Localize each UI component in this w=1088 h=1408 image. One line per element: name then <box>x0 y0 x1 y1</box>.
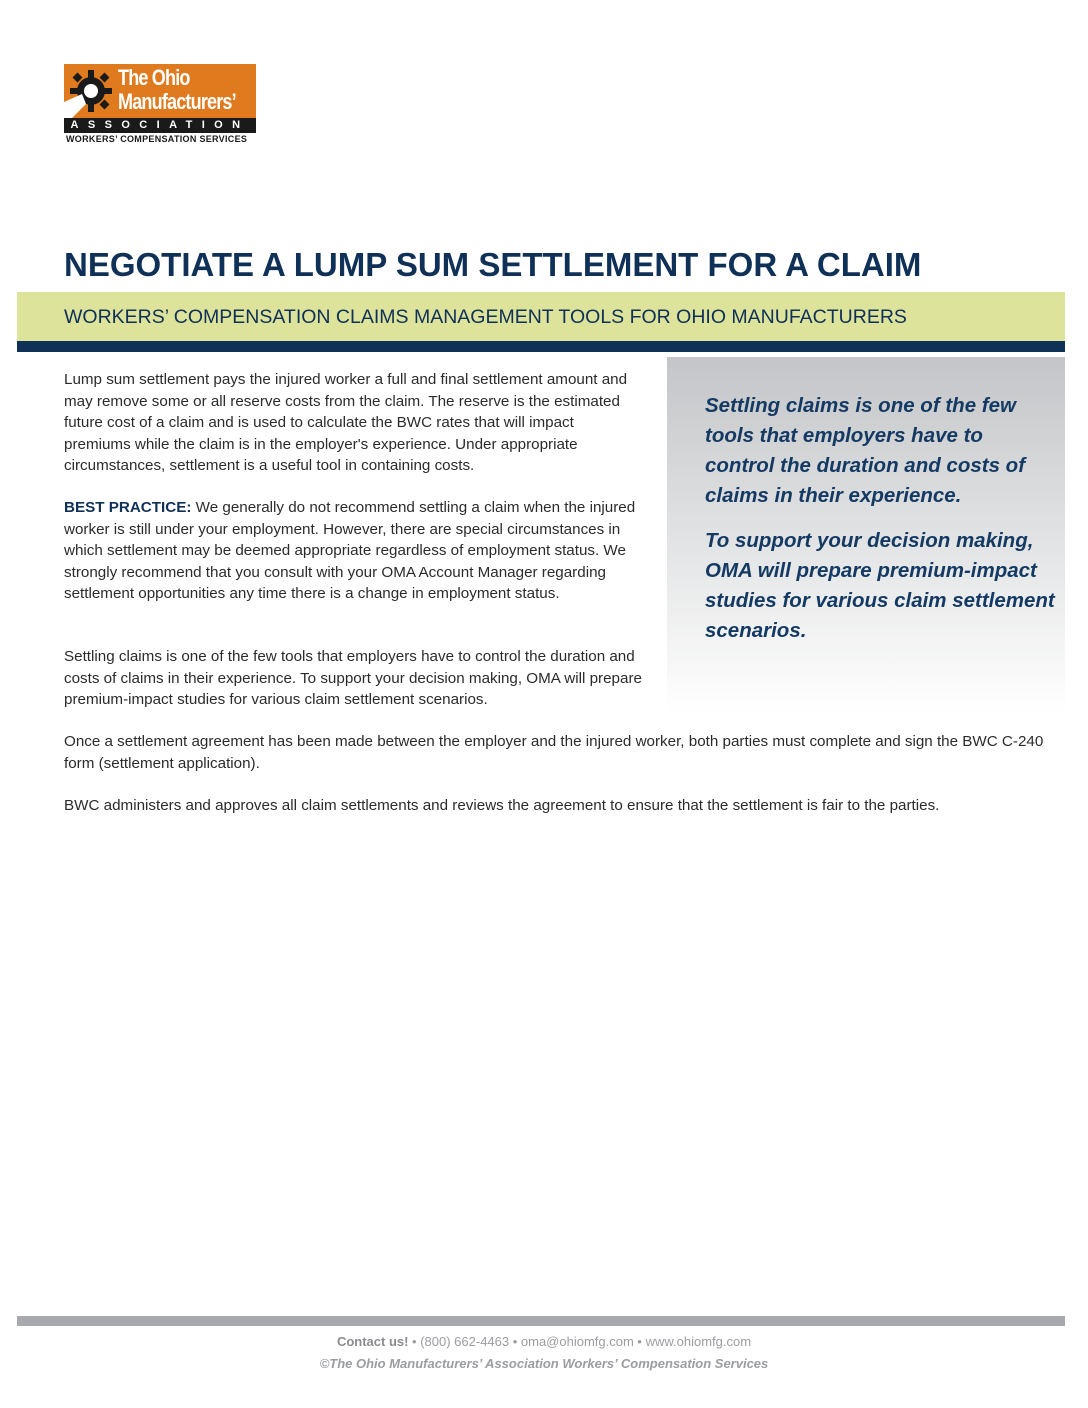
paragraph-settling: Settling claims is one of the few tools that employers have to control the duration and costs of claims in their experience. To support your decision making, OMA will prepare premium-impact studies for various claim settlement scenarios. <box>64 648 642 708</box>
logo-association: ASSOCIATION <box>64 118 256 133</box>
paragraph-agreement: Once a settlement agreement has been made between the employer and the injured worker, both parties must complete and sign the BWC C-240 form (settlement application). <box>64 733 1044 772</box>
callout-box <box>667 357 1065 713</box>
page-title: NEGOTIATE A LUMP SUM SETTLEMENT FOR A CLAIM <box>64 246 922 283</box>
footer-divider <box>17 1316 1065 1326</box>
contact-details: • (800) 662-4463 • oma@ohiomfg.com • www.ohiomfg.com <box>408 1334 752 1349</box>
best-practice-label: BEST PRACTICE: <box>64 499 192 516</box>
page-subtitle: WORKERS’ COMPENSATION CLAIMS MANAGEMENT TOOLS FOR OHIO MANUFACTURERS <box>64 306 907 328</box>
gear-icon <box>64 64 118 118</box>
contact-label: Contact us! <box>336 1334 409 1349</box>
callout-quote-2: To support your decision making, OMA will prepare premium-impact studies for various claim settlement scenarios. <box>705 529 1055 642</box>
footer-copyright: ©The Ohio Manufacturers’ Association Workers’ Compensation Services <box>319 1356 769 1371</box>
header-divider <box>17 341 1065 352</box>
logo-name: The Ohio Manufacturers’ <box>118 65 236 114</box>
oma-logo <box>64 64 256 146</box>
subtitle-band <box>17 292 1065 341</box>
callout-quote-1: Settling claims is one of the few tools that employers have to control the duration and costs of claims in their experience. <box>705 394 1026 507</box>
logo-orange-block <box>64 64 256 118</box>
logo-subline: WORKERS’ COMPENSATION SERVICES <box>66 134 248 144</box>
paragraph-best-practice <box>64 497 644 605</box>
best-practice-text: We generally do not recommend settling a claim when the injured worker is still under your employment. However, there are special circumstances in which settlement may be deemed appropriate regardless of employment status. We strongly recommend that you consult with your OMA Account Manager regarding settlement opportunities any time there is a change in employment status. <box>64 499 636 602</box>
paragraph-intro: Lump sum settlement pays the injured worker a full and final settlement amount and may remove some or all reserve costs from the claim. The reserve is the estimated future cost of a claim and is used to calculate the BWC rates that will impact premiums while the claim is in the employer's experience. Under appropriate circumstances, settlement is a useful tool in containing costs. <box>64 371 628 474</box>
footer-contact <box>0 1334 1088 1349</box>
paragraph-bwc: BWC administers and approves all claim settlements and reviews the agreement to ensure that the settlement is fair to the parties. <box>64 797 940 814</box>
